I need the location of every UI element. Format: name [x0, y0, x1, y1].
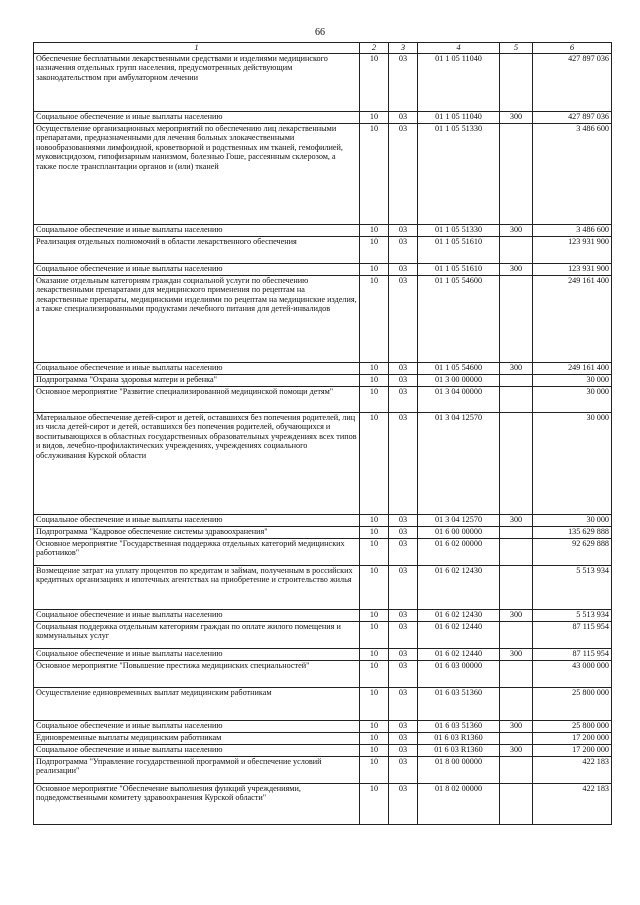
row-subsection-cell: 03 — [389, 53, 418, 111]
row-sum-cell: 135 629 888 — [533, 526, 612, 538]
row-subsection-cell: 03 — [389, 123, 418, 224]
page-number: 66 — [315, 27, 325, 38]
row-sum-cell: 427 897 036 — [533, 111, 612, 123]
column-header: 4 — [418, 43, 500, 54]
row-subsection-cell: 03 — [389, 732, 418, 744]
row-sum-cell: 25 800 000 — [533, 720, 612, 732]
row-name-cell: Осуществление организационных мероприятий по обеспечению лиц лекарственными препаратами, предназначенными для лечения больных злокачественными новообразованиями лимфоидной, кроветворной и родственных им тканей, гемофилией, муковисцидозом, гипофизарным нанизмом, болезнью Гоше, рассеянным склерозом, а также после трансплантации органов и (или) тканей — [34, 123, 360, 224]
row-subsection-cell: 03 — [389, 224, 418, 236]
row-name-cell: Обеспечение бесплатными лекарственными средствами и изделиями медицинского назначения отдельных групп населения, предусмотренных действующим законодательством при амбулаторном лечении — [34, 53, 360, 111]
row-target-article-cell: 01 6 02 00000 — [418, 538, 500, 565]
row-name-cell: Социальное обеспечение и иные выплаты населению — [34, 744, 360, 756]
row-sum-cell: 30 000 — [533, 412, 612, 514]
row-expense-type-cell — [500, 123, 533, 224]
row-subsection-cell: 03 — [389, 263, 418, 275]
column-header: 2 — [360, 43, 389, 54]
row-target-article-cell: 01 6 02 12430 — [418, 609, 500, 621]
table-row — [34, 111, 612, 123]
row-expense-type-cell — [500, 412, 533, 514]
table-row — [34, 362, 612, 374]
row-subsection-cell: 03 — [389, 526, 418, 538]
row-subsection-cell: 03 — [389, 756, 418, 783]
row-subsection-cell: 03 — [389, 609, 418, 621]
row-section-cell: 10 — [360, 732, 389, 744]
row-expense-type-cell: 300 — [500, 609, 533, 621]
row-section-cell: 10 — [360, 687, 389, 720]
row-subsection-cell: 03 — [389, 687, 418, 720]
row-section-cell: 10 — [360, 756, 389, 783]
row-expense-type-cell: 300 — [500, 263, 533, 275]
table-row — [34, 720, 612, 732]
row-subsection-cell: 03 — [389, 621, 418, 648]
row-section-cell: 10 — [360, 386, 389, 412]
row-target-article-cell: 01 1 05 11040 — [418, 111, 500, 123]
row-target-article-cell: 01 1 05 51610 — [418, 236, 500, 263]
table-row — [34, 609, 612, 621]
row-section-cell: 10 — [360, 538, 389, 565]
row-name-cell: Социальное обеспечение и иные выплаты населению — [34, 720, 360, 732]
row-subsection-cell: 03 — [389, 720, 418, 732]
row-sum-cell: 30 000 — [533, 374, 612, 386]
row-target-article-cell: 01 6 03 00000 — [418, 660, 500, 687]
table-row — [34, 744, 612, 756]
row-target-article-cell: 01 1 05 11040 — [418, 53, 500, 111]
row-target-article-cell: 01 8 00 00000 — [418, 756, 500, 783]
row-sum-cell: 17 200 000 — [533, 744, 612, 756]
row-name-cell: Осуществление единовременных выплат медицинским работникам — [34, 687, 360, 720]
row-name-cell: Социальное обеспечение и иные выплаты населению — [34, 648, 360, 660]
table-row — [34, 660, 612, 687]
row-section-cell: 10 — [360, 565, 389, 609]
row-expense-type-cell: 300 — [500, 648, 533, 660]
row-target-article-cell: 01 8 02 00000 — [418, 783, 500, 824]
row-name-cell: Социальное обеспечение и иные выплаты населению — [34, 514, 360, 526]
row-name-cell: Единовременные выплаты медицинским работникам — [34, 732, 360, 744]
row-target-article-cell: 01 3 04 00000 — [418, 386, 500, 412]
row-sum-cell: 92 629 888 — [533, 538, 612, 565]
row-name-cell: Основное мероприятие "Государственная поддержка отдельных категорий медицинских работников" — [34, 538, 360, 565]
row-sum-cell: 422 183 — [533, 756, 612, 783]
row-target-article-cell: 01 6 03 R1360 — [418, 744, 500, 756]
row-subsection-cell: 03 — [389, 412, 418, 514]
row-target-article-cell: 01 6 02 12440 — [418, 621, 500, 648]
row-name-cell: Основное мероприятие "Развитие специализированной медицинской помощи детям" — [34, 386, 360, 412]
table-row — [34, 538, 612, 565]
row-target-article-cell: 01 6 03 R1360 — [418, 732, 500, 744]
row-name-cell: Подпрограмма "Управление государственной программой и обеспечение условий реализации" — [34, 756, 360, 783]
row-name-cell: Социальное обеспечение и иные выплаты населению — [34, 362, 360, 374]
row-expense-type-cell — [500, 236, 533, 263]
row-section-cell: 10 — [360, 720, 389, 732]
row-section-cell: 10 — [360, 648, 389, 660]
row-expense-type-cell — [500, 386, 533, 412]
row-expense-type-cell: 300 — [500, 224, 533, 236]
row-sum-cell: 17 200 000 — [533, 732, 612, 744]
row-name-cell: Возмещение затрат на уплату процентов по кредитам и займам, полученным в российских кредитных организациях и ипотечных агентствах на приобретение и строительство жилья — [34, 565, 360, 609]
row-expense-type-cell: 300 — [500, 744, 533, 756]
row-expense-type-cell — [500, 565, 533, 609]
table-row — [34, 526, 612, 538]
row-section-cell: 10 — [360, 111, 389, 123]
row-expense-type-cell — [500, 687, 533, 720]
row-sum-cell: 25 800 000 — [533, 687, 612, 720]
row-target-article-cell: 01 6 03 51360 — [418, 687, 500, 720]
row-sum-cell: 5 513 934 — [533, 565, 612, 609]
row-expense-type-cell — [500, 756, 533, 783]
row-sum-cell: 87 115 954 — [533, 621, 612, 648]
row-name-cell: Материальное обеспечение детей-сирот и детей, оставшихся без попечения родителей, лиц из числа детей-сирот и детей, оставшихся без попечения родителей, обучающихся и воспитывающихся в областных государственных образовательных учреждениях всех типов и видов, лечебно-профилактических учреждениях, учреждениях социального обслуживания Курской области — [34, 412, 360, 514]
table-row — [34, 374, 612, 386]
row-sum-cell: 249 161 400 — [533, 275, 612, 362]
row-expense-type-cell: 300 — [500, 514, 533, 526]
row-sum-cell: 30 000 — [533, 386, 612, 412]
row-expense-type-cell: 300 — [500, 720, 533, 732]
row-section-cell: 10 — [360, 362, 389, 374]
row-subsection-cell: 03 — [389, 744, 418, 756]
row-section-cell: 10 — [360, 514, 389, 526]
row-target-article-cell: 01 1 05 54600 — [418, 362, 500, 374]
row-name-cell: Подпрограмма "Кадровое обеспечение системы здравоохранения" — [34, 526, 360, 538]
row-subsection-cell: 03 — [389, 386, 418, 412]
row-target-article-cell: 01 6 02 12430 — [418, 565, 500, 609]
row-target-article-cell: 01 1 05 54600 — [418, 275, 500, 362]
row-target-article-cell: 01 1 05 51330 — [418, 123, 500, 224]
row-sum-cell: 422 183 — [533, 783, 612, 824]
table-row — [34, 53, 612, 111]
table-row — [34, 565, 612, 609]
table-row — [34, 224, 612, 236]
row-target-article-cell: 01 3 04 12570 — [418, 412, 500, 514]
row-subsection-cell: 03 — [389, 783, 418, 824]
row-name-cell: Социальное обеспечение и иные выплаты населению — [34, 224, 360, 236]
row-subsection-cell: 03 — [389, 111, 418, 123]
table-row — [34, 648, 612, 660]
row-section-cell: 10 — [360, 263, 389, 275]
row-subsection-cell: 03 — [389, 362, 418, 374]
row-sum-cell: 3 486 600 — [533, 224, 612, 236]
row-target-article-cell: 01 6 02 12440 — [418, 648, 500, 660]
row-section-cell: 10 — [360, 783, 389, 824]
column-header: 1 — [34, 43, 360, 54]
row-target-article-cell: 01 3 04 12570 — [418, 514, 500, 526]
row-subsection-cell: 03 — [389, 565, 418, 609]
row-name-cell: Основное мероприятие "Повышение престижа медицинских специальностей" — [34, 660, 360, 687]
row-expense-type-cell — [500, 732, 533, 744]
row-name-cell: Основное мероприятие "Обеспечение выполнения функций учреждениями, подведомственными комитету здравоохранения Курской области" — [34, 783, 360, 824]
row-section-cell: 10 — [360, 224, 389, 236]
table-row — [34, 236, 612, 263]
row-sum-cell: 3 486 600 — [533, 123, 612, 224]
row-subsection-cell: 03 — [389, 514, 418, 526]
row-subsection-cell: 03 — [389, 236, 418, 263]
row-sum-cell: 5 513 934 — [533, 609, 612, 621]
row-expense-type-cell — [500, 660, 533, 687]
table-row — [34, 386, 612, 412]
row-target-article-cell: 01 6 03 51360 — [418, 720, 500, 732]
row-name-cell: Социальное обеспечение и иные выплаты населению — [34, 111, 360, 123]
row-sum-cell: 123 931 900 — [533, 263, 612, 275]
table-row — [34, 412, 612, 514]
table-row — [34, 514, 612, 526]
row-section-cell: 10 — [360, 609, 389, 621]
row-section-cell: 10 — [360, 53, 389, 111]
row-name-cell: Реализация отдельных полномочий в области лекарственного обеспечения — [34, 236, 360, 263]
table-row — [34, 621, 612, 648]
table-row — [34, 783, 612, 824]
row-section-cell: 10 — [360, 744, 389, 756]
row-name-cell: Оказание отдельным категориям граждан социальной услуги по обеспечению лекарственными препаратами для медицинского применения по рецептам на лекарственные препараты, медицинскими изделиями по рецептам на медицинские изделия, а также специализированными продуктами лечебного питания для детей-инвалидов — [34, 275, 360, 362]
table-row — [34, 756, 612, 783]
column-header: 5 — [500, 43, 533, 54]
row-section-cell: 10 — [360, 275, 389, 362]
row-name-cell: Социальное обеспечение и иные выплаты населению — [34, 609, 360, 621]
row-sum-cell: 43 000 000 — [533, 660, 612, 687]
row-section-cell: 10 — [360, 374, 389, 386]
column-number-row — [34, 43, 612, 54]
row-expense-type-cell — [500, 526, 533, 538]
row-section-cell: 10 — [360, 526, 389, 538]
budget-table — [33, 42, 612, 825]
row-section-cell: 10 — [360, 412, 389, 514]
table-row — [34, 123, 612, 224]
row-expense-type-cell — [500, 783, 533, 824]
table-row — [34, 263, 612, 275]
table-row — [34, 732, 612, 744]
row-section-cell: 10 — [360, 621, 389, 648]
row-target-article-cell: 01 3 00 00000 — [418, 374, 500, 386]
row-expense-type-cell: 300 — [500, 111, 533, 123]
row-name-cell: Социальная поддержка отдельным категориям граждан по оплате жилого помещения и коммунальных услуг — [34, 621, 360, 648]
row-section-cell: 10 — [360, 236, 389, 263]
row-expense-type-cell — [500, 621, 533, 648]
row-subsection-cell: 03 — [389, 660, 418, 687]
row-expense-type-cell: 300 — [500, 362, 533, 374]
column-header: 3 — [389, 43, 418, 54]
row-section-cell: 10 — [360, 660, 389, 687]
row-sum-cell: 87 115 954 — [533, 648, 612, 660]
table-row — [34, 687, 612, 720]
row-subsection-cell: 03 — [389, 275, 418, 362]
row-expense-type-cell — [500, 538, 533, 565]
row-subsection-cell: 03 — [389, 648, 418, 660]
row-section-cell: 10 — [360, 123, 389, 224]
row-target-article-cell: 01 6 00 00000 — [418, 526, 500, 538]
row-expense-type-cell — [500, 53, 533, 111]
row-subsection-cell: 03 — [389, 374, 418, 386]
row-target-article-cell: 01 1 05 51610 — [418, 263, 500, 275]
row-expense-type-cell — [500, 275, 533, 362]
row-name-cell: Подпрограмма "Охрана здоровья матери и ребенка" — [34, 374, 360, 386]
row-name-cell: Социальное обеспечение и иные выплаты населению — [34, 263, 360, 275]
column-header: 6 — [533, 43, 612, 54]
row-expense-type-cell — [500, 374, 533, 386]
row-sum-cell: 123 931 900 — [533, 236, 612, 263]
row-subsection-cell: 03 — [389, 538, 418, 565]
row-sum-cell: 30 000 — [533, 514, 612, 526]
row-sum-cell: 249 161 400 — [533, 362, 612, 374]
row-sum-cell: 427 897 036 — [533, 53, 612, 111]
row-target-article-cell: 01 1 05 51330 — [418, 224, 500, 236]
table-row — [34, 275, 612, 362]
